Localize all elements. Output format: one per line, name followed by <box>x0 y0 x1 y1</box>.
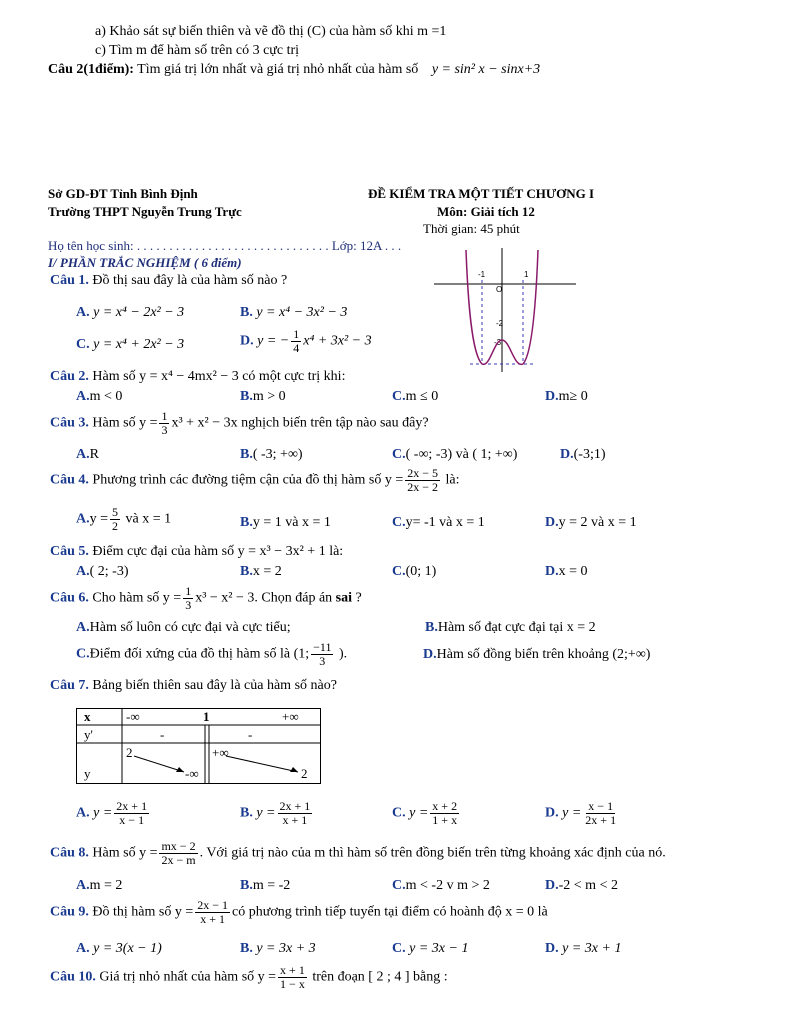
table-y-neg-inf: -∞ <box>185 766 199 781</box>
q2-stem: Câu 2. Hàm số y = x⁴ − 4mx² − 3 có một cực trị khi: <box>50 369 346 384</box>
table-yp-sign-2: - <box>248 727 253 742</box>
q8-stem: Câu 8. Hàm số y = $\frac{mx - 2}{2x - m}$ . Với giá trị nào của m thì hàm số trên đồng biến trên từng khoảng xác định của nó. <box>50 839 666 867</box>
q9-option-a: A. y = 3(x − 1) <box>76 941 162 956</box>
table-yp-header: y' <box>84 727 93 742</box>
q1-option-d: D. y = − $\frac{1}{4}$ x⁴ + 3x² − 3 <box>240 327 372 355</box>
label-minus-three: -3 <box>494 338 502 347</box>
q9-option-b: B. y = 3x + 3 <box>240 941 316 956</box>
label-one: 1 <box>524 270 529 279</box>
section-title: I/ PHẦN TRẮC NGHIỆM ( 6 điểm) <box>48 255 242 270</box>
label-origin: O <box>496 285 503 294</box>
q4-option-d: D.y = 2 và x = 1 <box>545 515 637 530</box>
q8-option-b: B.m = -2 <box>240 878 291 893</box>
q6-option-a: A.Hàm số luôn có cực đại và cực tiểu; <box>76 620 291 635</box>
q6-option-d: D.Hàm số đồng biến trên khoảng (2;+∞) <box>423 647 651 662</box>
q10-stem: Câu 10. Giá trị nhỏ nhất của hàm số y = $\frac{x + 1}{1 - x}$ trên đoạn [ 2 ; 4 ] bằng : <box>50 963 448 991</box>
q3-stem: Câu 3. Hàm số y = $\frac{1}{3}$ x³ + x² − 3x nghịch biến trên tập nào sau đây? <box>50 409 429 437</box>
table-yp-sign-1: - <box>160 727 165 742</box>
q8-option-a: A.m = 2 <box>76 878 123 893</box>
table-x-neg-inf: -∞ <box>126 709 140 724</box>
q2-option-d: D.m≥ 0 <box>545 389 588 404</box>
variation-table <box>76 708 320 784</box>
q7-option-d: D. y = $\frac{x - 1}{2x + 1}$ <box>545 799 617 827</box>
table-x-pos-inf: +∞ <box>282 709 299 724</box>
q9-option-d: D. y = 3x + 1 <box>545 941 622 956</box>
q1-label: Câu 1. <box>50 273 89 288</box>
table-y-pos-inf: +∞ <box>212 745 229 760</box>
q2-option-b: B.m > 0 <box>240 389 286 404</box>
school-name: Trường THPT Nguyễn Trung Trực <box>48 204 242 219</box>
q4-option-b: B.y = 1 và x = 1 <box>240 515 331 530</box>
q4-option-a: A.y = $\frac{5}{2}$ và x = 1 <box>76 505 172 533</box>
q3-option-d: D.(-3;1) <box>560 447 606 462</box>
table-y-end: 2 <box>301 766 308 781</box>
item-a: a) Khảo sát sự biến thiên và vẽ đồ thị (C) của hàm số khi m =1 <box>95 24 447 39</box>
q3-option-b: B.( -3; +∞) <box>240 447 303 462</box>
cau2-formula: y = sin² x − sinx+3 <box>431 62 541 77</box>
label-minus-two: -2 <box>496 319 504 328</box>
q1-stem <box>50 273 287 289</box>
q2-option-c: C.m ≤ 0 <box>392 389 439 404</box>
q5-stem: Câu 5. Điểm cực đại của hàm số y = x³ − 3x² + 1 là: <box>50 544 344 559</box>
q4-stem: Câu 4. Phương trình các đường tiệm cận của đồ thị hàm số y = $\frac{2x - 5}{2x - 2}$ là: <box>50 466 460 494</box>
q5-option-a: A.( 2; -3) <box>76 564 129 579</box>
q8-option-d: D.-2 < m < 2 <box>545 878 618 893</box>
q7-stem: Câu 7. Bảng biến thiên sau đây là của hàm số nào? <box>50 678 337 693</box>
q7-option-c: C. y = $\frac{x + 2}{1 + x}$ <box>392 799 458 827</box>
q5-option-d: D.x = 0 <box>545 564 588 579</box>
org-name: Sở GD-ĐT Tỉnh Bình Định <box>48 186 198 201</box>
subject: Môn: Giải tích 12 <box>437 204 535 219</box>
cau2-text: Tìm giá trị lớn nhất và giá trị nhỏ nhất của hàm số <box>133 62 419 77</box>
q1-text: Đồ thị sau đây là của hàm số nào ? <box>88 273 288 288</box>
q6-option-b: B.Hàm số đạt cực đại tại x = 2 <box>425 620 596 635</box>
q8-option-c: C.m < -2 v m > 2 <box>392 878 490 893</box>
table-x-one: 1 <box>203 709 210 724</box>
q3-option-a: A.R <box>76 447 99 462</box>
q7-option-b: B. y = $\frac{2x + 1}{x + 1}$ <box>240 799 311 827</box>
q2-option-a: A.m < 0 <box>76 389 123 404</box>
table-y-header: y <box>84 766 91 781</box>
q9-stem: Câu 9. Đồ thị hàm số y = $\frac{2x - 1}{x + 1}$ có phương trình tiếp tuyến tại điểm có hoành độ x = 0 là <box>50 898 548 926</box>
q1-option-c: C. y = x⁴ + 2x² − 3 <box>76 337 185 352</box>
q5-option-c: C.(0; 1) <box>392 564 437 579</box>
student-line: Họ tên học sinh: . . . . . . . . . . . . . . . . . . . . . . . . . . . . . . Lớp: 12A . . . <box>48 238 402 253</box>
item-c: c) Tìm m để hàm số trên có 3 cực trị <box>95 43 300 58</box>
cau2-line <box>48 62 540 78</box>
q3-option-c: C.( -∞; -3) và ( 1; +∞) <box>392 447 518 462</box>
function-graph <box>430 244 580 374</box>
cau2-label: Câu 2(1điểm): <box>48 62 134 77</box>
q6-option-c: C.Điểm đối xứng của đồ thị hàm số là (1; $\frac{-11}{3}$ ). <box>76 640 348 668</box>
label-minus-one: -1 <box>478 270 486 279</box>
q9-option-c: C. y = 3x − 1 <box>392 941 469 956</box>
q1-option-a: A. y = x⁴ − 2x² − 3 <box>76 305 185 320</box>
q4-option-c: C.y= -1 và x = 1 <box>392 515 485 530</box>
q6-stem: Câu 6. Cho hàm số y = $\frac{1}{3}$ x³ − x² − 3. Chọn đáp án sai ? <box>50 584 362 612</box>
table-x-header: x <box>84 709 91 724</box>
exam-title: ĐỀ KIỂM TRA MỘT TIẾT CHƯƠNG I <box>368 186 595 201</box>
q1-option-b: B. y = x⁴ − 3x² − 3 <box>240 305 348 320</box>
q7-option-a: A. y = $\frac{2x + 1}{x - 1}$ <box>76 799 148 827</box>
duration: Thời gian: 45 phút <box>423 221 520 236</box>
table-y-start: 2 <box>126 745 133 760</box>
q5-option-b: B.x = 2 <box>240 564 282 579</box>
